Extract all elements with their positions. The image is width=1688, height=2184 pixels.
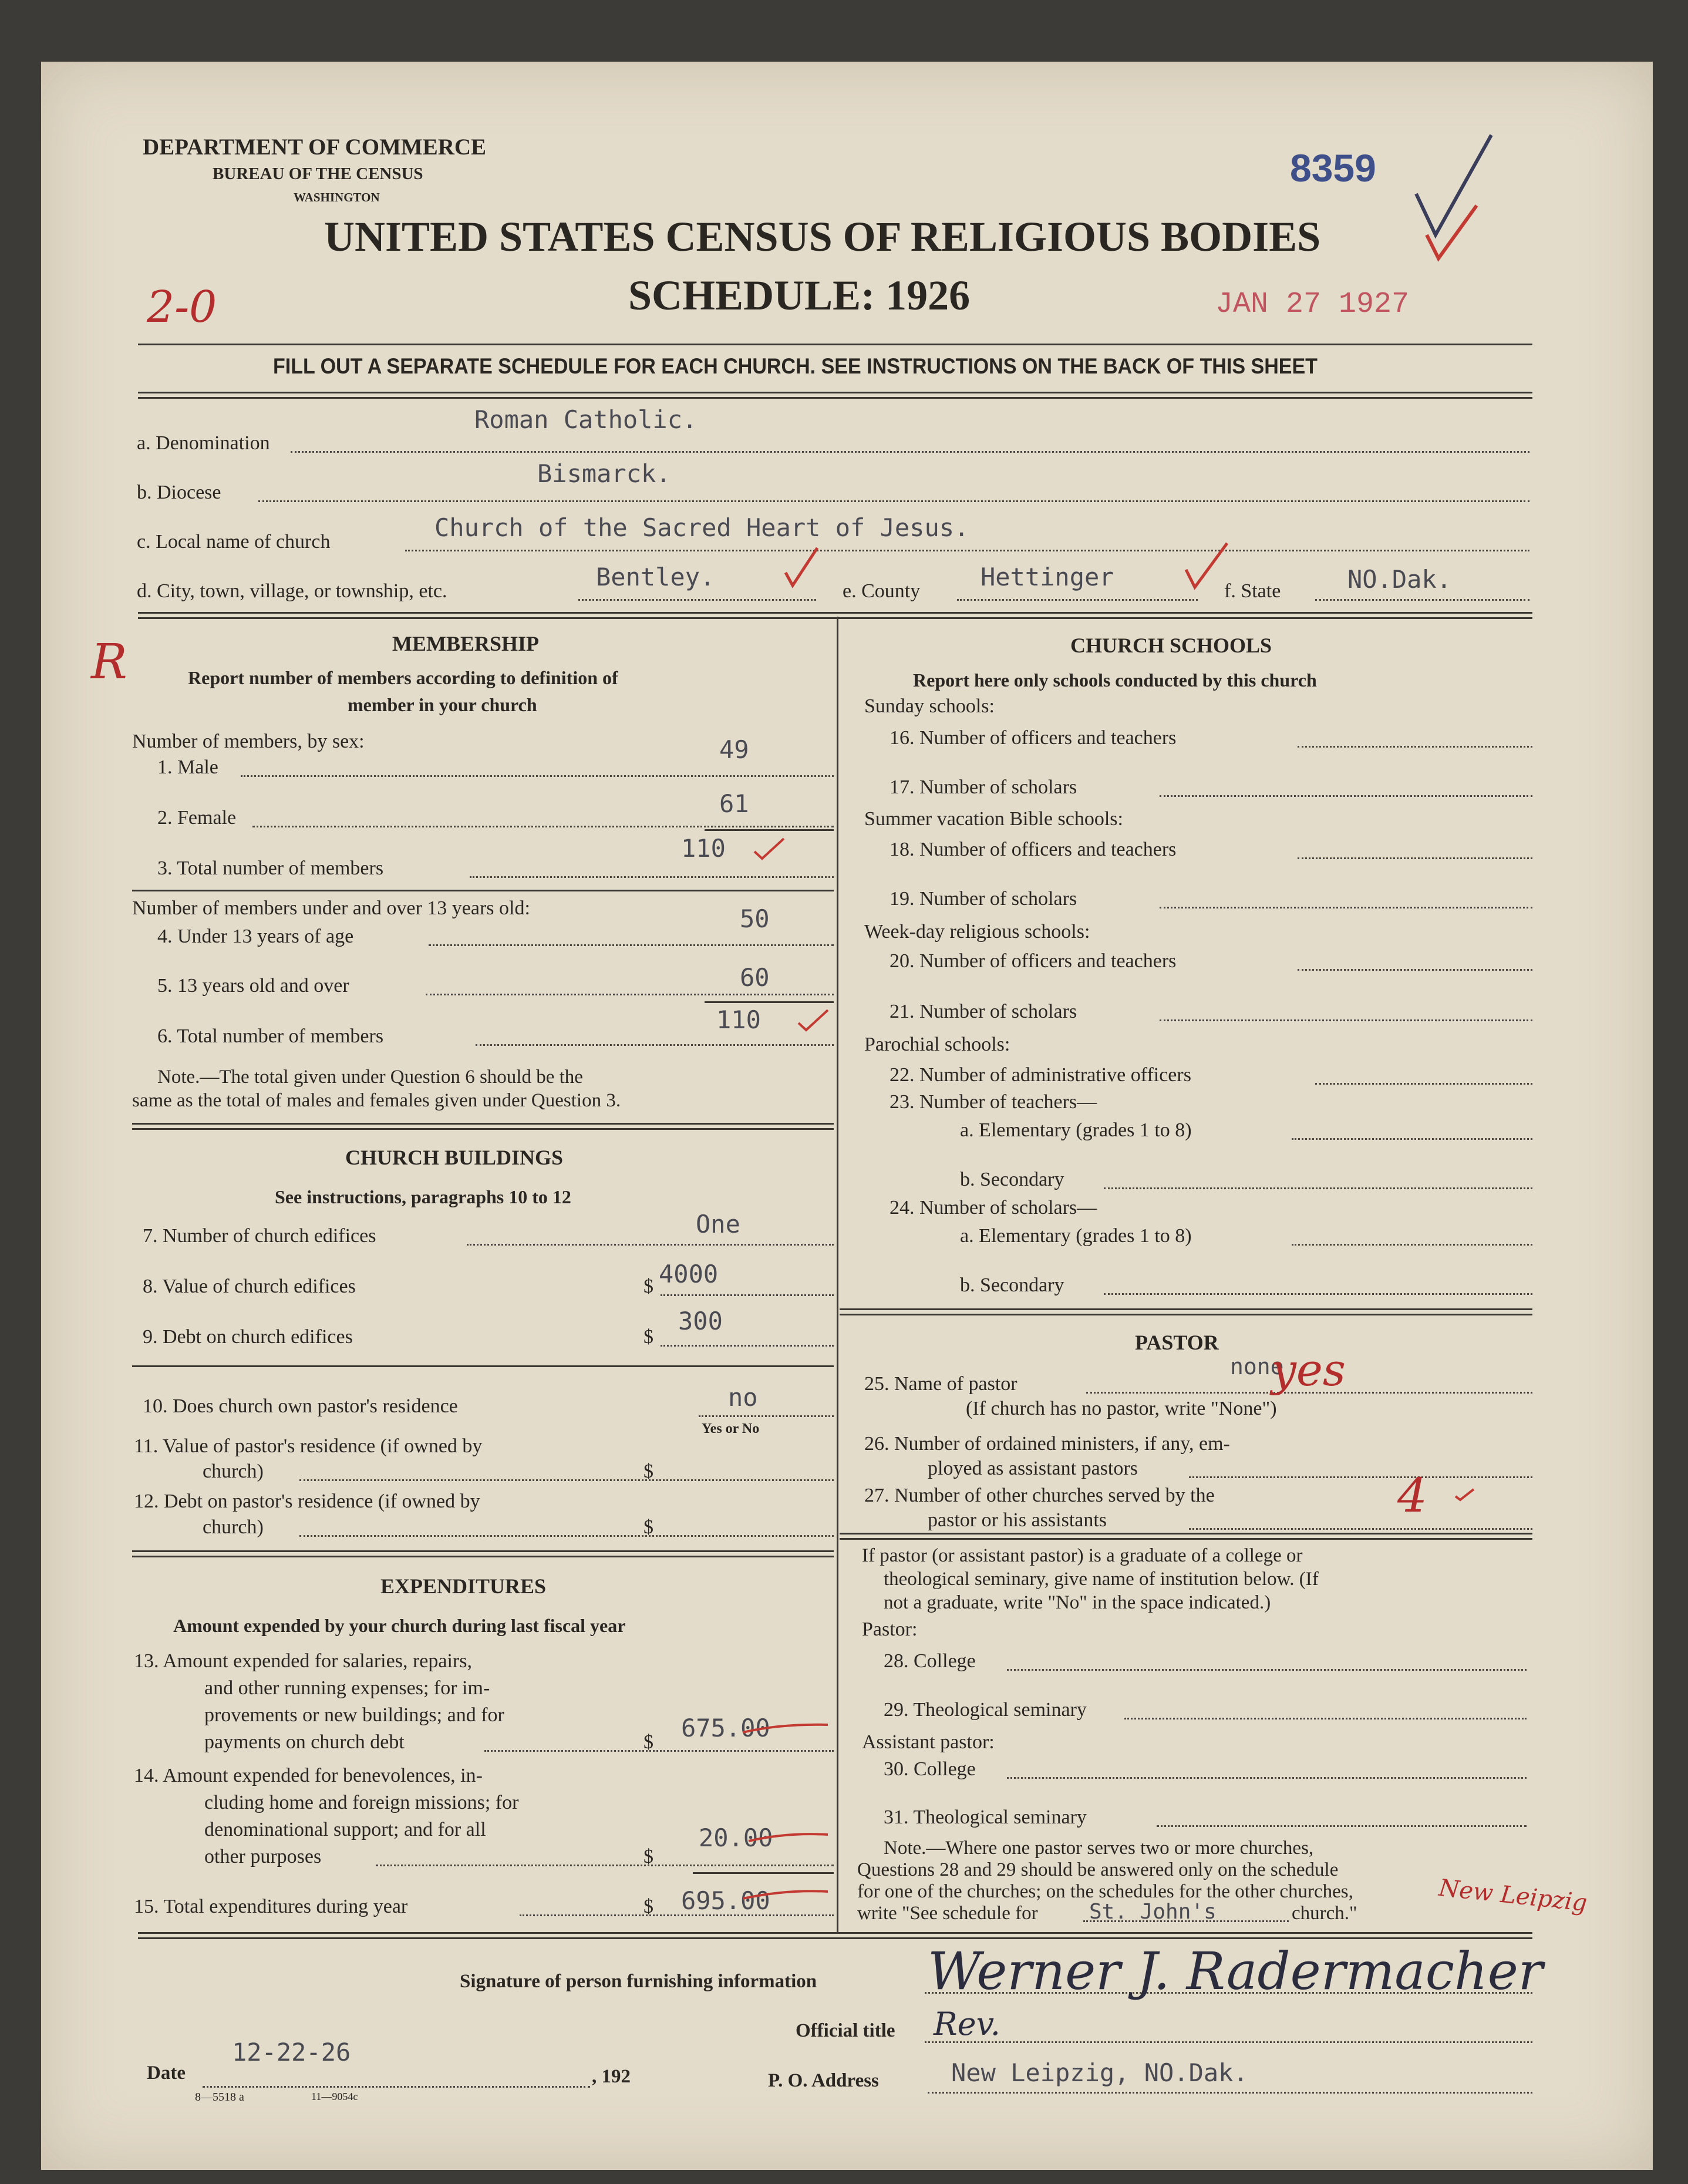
q16-line [1298,746,1532,748]
q3-line [470,876,834,878]
q14-label-3: denominational support; and for all [204,1819,486,1840]
q20-line [1298,969,1532,971]
q25-typed-value[interactable]: none [1230,1354,1284,1379]
q21-label: 21. Number of scholars [890,1001,1077,1022]
membership-heading: MEMBERSHIP [392,632,540,655]
state-label: f. State [1224,580,1281,602]
q19-line [1160,907,1532,908]
q4-label: 4. Under 13 years of age [157,926,354,947]
q6-label: 6. Total number of members [157,1025,384,1047]
q2-female-value[interactable]: 61 [719,789,749,818]
q26-line [1189,1476,1532,1478]
q11-label: 11. Value of pastor's residence (if owned by [134,1435,483,1457]
q10-residence-value[interactable]: no [728,1383,758,1412]
q15-line [520,1914,834,1916]
q22-line [1315,1083,1532,1085]
handwritten-code: 2-0 [147,282,217,332]
q13-line [484,1750,834,1752]
dollar-sign: $ [643,1896,653,1917]
schedule-title: SCHEDULE: 1926 [628,272,971,319]
red-check-mark [781,543,822,590]
county-line [957,599,1198,601]
fill-out-instruction: FILL OUT A SEPARATE SCHEDULE FOR EACH CHURCH. SEE INSTRUCTIONS ON THE BACK OF THIS SHEET [273,354,1318,378]
membership-note-2: same as the total of males and females given under Question 3. [132,1090,621,1111]
schools-subtitle: Report here only schools conducted by this church [913,669,1317,691]
pastor-heading: PASTOR [1135,1331,1219,1354]
q4-under13-value[interactable]: 50 [740,904,770,933]
q18-label: 18. Number of officers and teachers [890,839,1177,860]
handwritten-r-mark: R [91,634,127,690]
weekday-schools-label: Week-day religious schools: [864,921,1090,943]
sum-rule [705,1001,834,1003]
bureau-name: BUREAU OF THE CENSUS [213,164,423,183]
divider-double [840,1308,1532,1315]
q8-label: 8. Value of church edifices [143,1276,356,1297]
q26-label-2: ployed as assistant pastors [928,1458,1138,1479]
q1-male-value[interactable]: 49 [719,735,749,764]
q17-label: 17. Number of scholars [890,776,1077,798]
pastor-note-4-end: church." [1292,1903,1357,1924]
q29-line [1124,1718,1527,1719]
graduate-instructions-2: theological seminary, give name of institution below. (If [884,1569,1319,1590]
q9-label: 9. Debt on church edifices [143,1326,353,1348]
q24b-line [1104,1293,1532,1295]
red-strike-mark [740,1718,834,1741]
schools-heading: CHURCH SCHOOLS [1070,634,1272,657]
q27-label-2: pastor or his assistants [928,1509,1107,1531]
q12-label-2: church) [203,1516,264,1538]
date-line [203,2086,590,2088]
city-line [578,599,816,601]
po-address-value[interactable]: New Leipzig, NO.Dak. [951,2058,1248,2087]
q14-benevolences-value[interactable]: 20.00 [699,1823,773,1852]
q3-total-value[interactable]: 110 [681,834,726,863]
form-title: UNITED STATES CENSUS OF RELIGIOUS BODIES [324,213,1321,260]
q13-label-3: provements or new buildings; and for [204,1704,504,1726]
state-line [1315,599,1529,601]
department-name: DEPARTMENT OF COMMERCE [143,134,487,160]
city-label: d. City, town, village, or township, etc. [137,580,447,602]
divider [138,344,1532,345]
members-by-sex-label: Number of members, by sex: [132,731,365,752]
q27-line [1189,1528,1532,1530]
received-date-stamp: JAN 27 1927 [1215,288,1410,321]
q1-label: 1. Male [157,756,218,778]
members-by-age-label: Number of members under and over 13 years old: [132,897,530,919]
dollar-sign: $ [643,1846,653,1867]
year-suffix: , 192 [592,2066,631,2087]
q30-label: 30. College [884,1758,976,1780]
membership-note: Note.—The total given under Question 6 should be the [157,1066,583,1088]
q8-value-edifices[interactable]: 4000 [659,1260,719,1288]
q23-label: 23. Number of teachers— [890,1091,1097,1113]
divider-double [138,392,1532,399]
q3-label: 3. Total number of members [157,857,384,879]
q31-line [1157,1825,1527,1827]
q25-handwritten-value[interactable]: yes [1271,1344,1346,1396]
church-name-label: c. Local name of church [137,531,331,553]
q2-label: 2. Female [157,807,237,829]
q24b-label: b. Secondary [960,1274,1064,1296]
bureau-city: WASHINGTON [294,190,380,204]
pastor-note-2: Questions 28 and 29 should be answered only on the schedule [857,1859,1339,1880]
dollar-sign: $ [643,1326,653,1348]
q9-debt-value[interactable]: 300 [678,1307,723,1335]
red-check-mark [752,834,787,863]
denomination-value[interactable]: Roman Catholic. [474,405,698,434]
q21-line [1160,1019,1532,1021]
q25-label: 25. Name of pastor [864,1373,1017,1395]
red-strike-mark [740,1882,834,1906]
membership-subtitle-2: member in your church [348,694,537,715]
expenditures-subtitle: Amount expended by your church during last fiscal year [173,1615,626,1636]
q24-label: 24. Number of scholars— [890,1197,1097,1219]
q20-label: 20. Number of officers and teachers [890,950,1177,972]
q6-total-value[interactable]: 110 [716,1005,761,1034]
sum-rule [705,829,834,831]
q30-line [1007,1777,1527,1779]
q13-running-expenses-value[interactable]: 675.00 [681,1714,770,1742]
q23a-label: a. Elementary (grades 1 to 8) [960,1119,1192,1141]
q28-label: 28. College [884,1650,976,1672]
expenditures-heading: EXPENDITURES [380,1574,547,1598]
summer-schools-label: Summer vacation Bible schools: [864,808,1123,830]
q13-label: 13. Amount expended for salaries, repairs, [134,1650,472,1672]
q10-label: 10. Does church own pastor's residence [143,1395,458,1417]
q5-over13-value[interactable]: 60 [740,963,770,992]
graduate-instructions: If pastor (or assistant pastor) is a graduate of a college or [862,1545,1303,1566]
print-number: 11—9054c [311,2091,358,2102]
signature-handwritten[interactable]: Werner J. Radermacher [928,1941,1543,2001]
church-name-value[interactable]: Church of the Sacred Heart of Jesus. [434,513,969,542]
q26-label: 26. Number of ordained ministers, if any, em- [864,1433,1230,1455]
pastor-subheading: Pastor: [862,1618,918,1640]
diocese-line [258,500,1529,502]
q16-label: 16. Number of officers and teachers [890,727,1177,749]
red-check-mark [1421,194,1485,270]
q22-label: 22. Number of administrative officers [890,1064,1191,1086]
county-value[interactable]: Hettinger [981,563,1114,591]
see-schedule-church-value[interactable]: St. John's [1089,1900,1217,1924]
church-name-line [405,550,1529,551]
q14-label-4: other purposes [204,1846,322,1867]
q9-line [661,1345,834,1347]
q23b-line [1104,1187,1532,1189]
pastor-note: Note.—Where one pastor serves two or more churches, [884,1838,1314,1859]
q24a-label: a. Elementary (grades 1 to 8) [960,1225,1192,1247]
q11-label-2: church) [203,1461,264,1482]
po-address-label: P. O. Address [768,2070,879,2091]
q12-label: 12. Debt on pastor's residence (if owned by [134,1490,480,1512]
q1-line [241,775,834,777]
diocese-label: b. Diocese [137,482,221,503]
q5-label: 5. 13 years old and over [157,975,349,997]
q7-edifices-value[interactable]: One [696,1210,740,1239]
graduate-instructions-3: not a graduate, write "No" in the space indicated.) [884,1592,1271,1613]
dollar-sign: $ [643,1276,653,1297]
q2-line [252,826,834,827]
denomination-label: a. Denomination [137,432,270,454]
q24a-line [1292,1244,1532,1246]
q27-label: 27. Number of other churches served by the [864,1485,1215,1506]
official-title-line [925,2041,1532,2043]
form-number: 8—5518 a [195,2091,244,2104]
q13-label-2: and other running expenses; for im- [204,1677,490,1699]
q29-label: 29. Theological seminary [884,1699,1087,1721]
parochial-schools-label: Parochial schools: [864,1034,1010,1055]
signature-label: Signature of person furnishing information [460,1971,817,1992]
q18-line [1298,857,1532,859]
q31-label: 31. Theological seminary [884,1806,1087,1828]
date-label: Date [147,2062,186,2084]
q11-line [299,1479,834,1481]
q5-line [426,994,834,995]
divider [132,890,834,891]
q23b-label: b. Secondary [960,1169,1064,1190]
denomination-line [291,451,1529,453]
divider-double [132,1550,834,1557]
q13-label-4: payments on church debt [204,1731,405,1753]
buildings-heading: CHURCH BUILDINGS [345,1146,564,1169]
po-address-line [928,2092,1532,2094]
county-label: e. County [843,580,921,602]
column-divider [837,617,838,1932]
date-value[interactable]: 12-22-26 [232,2038,351,2067]
city-value[interactable]: Bentley. [596,563,715,591]
state-value[interactable]: NO.Dak. [1347,565,1452,594]
membership-subtitle: Report number of members according to definition of [188,667,618,688]
q27-other-churches-value[interactable]: 4 [1397,1468,1427,1523]
q19-label: 19. Number of scholars [890,888,1077,910]
pastor-note-4: write "See schedule for [857,1903,1038,1924]
q6-line [476,1044,834,1046]
assistant-pastor-subheading: Assistant pastor: [862,1731,995,1753]
q12-line [299,1535,834,1537]
q14-line [376,1865,834,1866]
official-title-label: Official title [796,2020,895,2041]
buildings-subtitle: See instructions, paragraphs 10 to 12 [275,1186,571,1207]
divider-double [132,1123,834,1130]
red-tick [1453,1486,1477,1503]
see-schedule-handwritten: New Leipzig [1437,1874,1589,1917]
q7-line [467,1244,834,1246]
q28-line [1007,1669,1527,1671]
official-title-value[interactable]: Rev. [934,2005,1000,2042]
diocese-value[interactable]: Bismarck. [537,459,671,488]
q10-line [699,1415,834,1417]
q14-label-2: cluding home and foreign missions; for [204,1792,519,1813]
divider-double [840,1533,1532,1540]
q15-total-value[interactable]: 695.00 [681,1886,770,1915]
q23a-line [1292,1138,1532,1140]
red-check-mark [796,1005,831,1035]
q7-label: 7. Number of church edifices [143,1225,376,1247]
q25-note: (If church has no pastor, write "None") [966,1398,1277,1419]
divider-double [138,612,1532,619]
divider [132,1365,834,1367]
dollar-sign: $ [643,1461,653,1482]
q4-line [429,944,834,946]
red-strike-mark [746,1826,834,1850]
q14-label: 14. Amount expended for benevolences, in- [134,1765,483,1786]
divider-double [138,1932,1532,1939]
q15-label: 15. Total expenditures during year [134,1896,408,1917]
file-number-stamp: 8359 [1290,146,1376,190]
q8-line [661,1294,834,1296]
sum-rule [693,1872,834,1874]
pastor-note-3: for one of the churches; on the schedules for the other churches, [857,1881,1353,1902]
dollar-sign: $ [643,1731,653,1753]
dollar-sign: $ [643,1516,653,1538]
sunday-schools-label: Sunday schools: [864,695,995,717]
q17-line [1160,795,1532,797]
yes-or-no-hint: Yes or No [702,1421,760,1436]
